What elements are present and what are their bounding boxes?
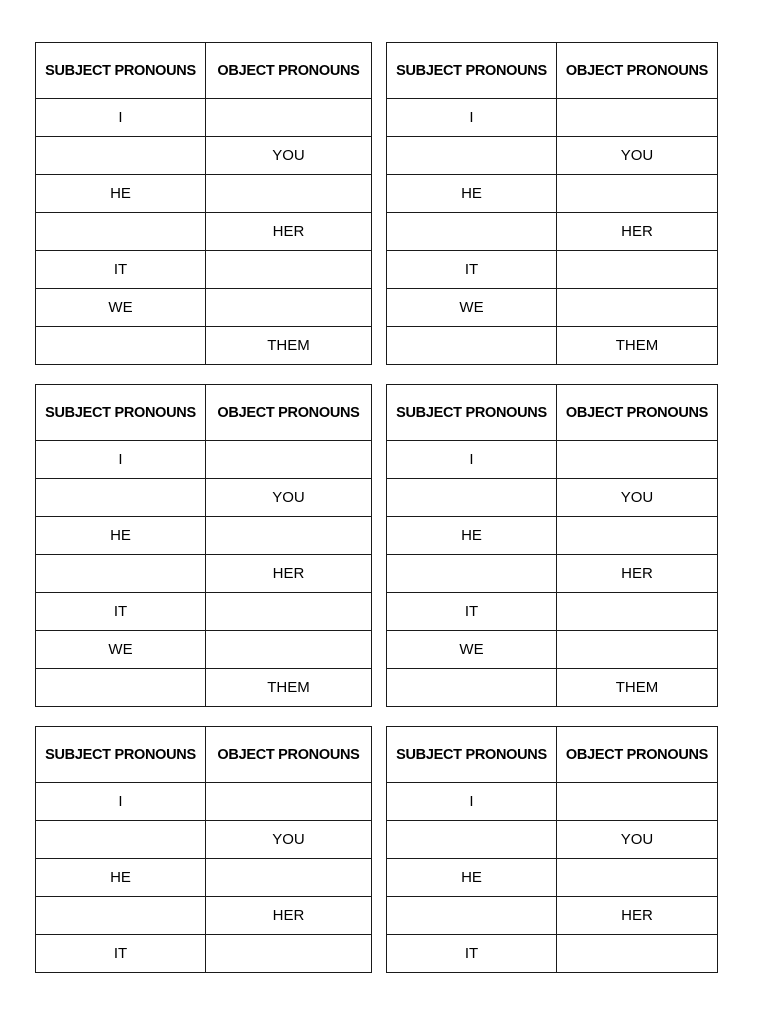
subject-cell[interactable]: HE xyxy=(387,517,557,555)
table-row xyxy=(36,555,372,593)
table-row xyxy=(387,593,718,631)
object-cell[interactable]: HER xyxy=(206,213,372,251)
table-row xyxy=(387,517,718,555)
object-cell[interactable] xyxy=(206,441,372,479)
table-row xyxy=(387,935,718,973)
object-cell[interactable]: YOU xyxy=(206,137,372,175)
table-header-row xyxy=(36,727,372,783)
table-row xyxy=(387,441,718,479)
subject-cell[interactable]: IT xyxy=(36,935,206,973)
object-cell[interactable]: YOU xyxy=(557,479,718,517)
table-row xyxy=(387,897,718,935)
object-cell[interactable]: YOU xyxy=(206,479,372,517)
subject-pronouns-header: SUBJECT PRONOUNS xyxy=(387,385,557,441)
object-cell[interactable]: YOU xyxy=(557,137,718,175)
table-row xyxy=(387,821,718,859)
subject-pronouns-header: SUBJECT PRONOUNS xyxy=(36,727,206,783)
object-pronouns-header: OBJECT PRONOUNS xyxy=(557,727,718,783)
object-cell[interactable] xyxy=(206,289,372,327)
subject-cell[interactable]: I xyxy=(36,99,206,137)
table-row xyxy=(387,289,718,327)
table-row xyxy=(387,479,718,517)
table-row xyxy=(36,479,372,517)
table-header-row xyxy=(387,43,718,99)
subject-cell[interactable] xyxy=(387,555,557,593)
pronoun-table xyxy=(35,42,372,365)
object-cell[interactable] xyxy=(206,99,372,137)
object-cell[interactable]: HER xyxy=(557,897,718,935)
table-row xyxy=(36,137,372,175)
subject-cell[interactable]: WE xyxy=(387,631,557,669)
subject-cell[interactable]: IT xyxy=(387,593,557,631)
table-row xyxy=(387,327,718,365)
subject-cell[interactable]: HE xyxy=(387,175,557,213)
table-row xyxy=(36,517,372,555)
subject-cell[interactable]: I xyxy=(387,99,557,137)
table-row xyxy=(36,327,372,365)
object-cell[interactable]: HER xyxy=(557,213,718,251)
subject-cell[interactable]: IT xyxy=(36,593,206,631)
table-row xyxy=(387,213,718,251)
subject-cell[interactable]: I xyxy=(387,783,557,821)
table-row xyxy=(387,175,718,213)
pronoun-table xyxy=(386,42,718,365)
object-cell[interactable] xyxy=(206,859,372,897)
subject-cell[interactable]: I xyxy=(36,783,206,821)
table-row xyxy=(36,251,372,289)
table-row xyxy=(36,593,372,631)
object-cell[interactable] xyxy=(206,935,372,973)
table-header-row xyxy=(36,385,372,441)
table-row xyxy=(387,669,718,707)
object-cell[interactable] xyxy=(206,593,372,631)
table-header-row xyxy=(387,727,718,783)
subject-cell[interactable]: I xyxy=(387,441,557,479)
object-cell[interactable] xyxy=(557,517,718,555)
table-row xyxy=(387,555,718,593)
subject-cell[interactable]: IT xyxy=(387,251,557,289)
subject-cell[interactable] xyxy=(36,327,206,365)
table-row xyxy=(387,859,718,897)
table-header-row xyxy=(36,43,372,99)
table-row xyxy=(387,783,718,821)
object-cell[interactable] xyxy=(557,441,718,479)
subject-cell[interactable]: HE xyxy=(36,175,206,213)
object-cell[interactable] xyxy=(206,631,372,669)
pronoun-table xyxy=(35,384,372,707)
subject-cell[interactable]: HE xyxy=(36,859,206,897)
object-cell[interactable]: HER xyxy=(206,897,372,935)
subject-cell[interactable]: IT xyxy=(36,251,206,289)
object-pronouns-header: OBJECT PRONOUNS xyxy=(206,385,372,441)
object-cell[interactable]: THEM xyxy=(557,669,718,707)
object-cell[interactable]: THEM xyxy=(557,327,718,365)
subject-cell[interactable] xyxy=(36,897,206,935)
object-cell[interactable]: HER xyxy=(557,555,718,593)
subject-cell[interactable]: IT xyxy=(387,935,557,973)
table-row xyxy=(36,783,372,821)
object-cell[interactable] xyxy=(557,783,718,821)
pronoun-table xyxy=(35,726,372,973)
object-pronouns-header: OBJECT PRONOUNS xyxy=(557,43,718,99)
subject-cell[interactable] xyxy=(36,669,206,707)
object-cell[interactable]: YOU xyxy=(557,821,718,859)
subject-cell[interactable] xyxy=(387,137,557,175)
object-cell[interactable] xyxy=(557,631,718,669)
object-cell[interactable] xyxy=(557,99,718,137)
object-cell[interactable] xyxy=(206,783,372,821)
object-pronouns-header: OBJECT PRONOUNS xyxy=(206,727,372,783)
table-row xyxy=(36,213,372,251)
object-cell[interactable]: YOU xyxy=(206,821,372,859)
subject-cell[interactable] xyxy=(387,821,557,859)
subject-cell[interactable] xyxy=(36,137,206,175)
table-row xyxy=(36,289,372,327)
table-row xyxy=(36,669,372,707)
table-row xyxy=(36,935,372,973)
table-row xyxy=(387,137,718,175)
table-header-row xyxy=(387,385,718,441)
subject-cell[interactable] xyxy=(36,555,206,593)
subject-cell[interactable]: I xyxy=(36,441,206,479)
object-cell[interactable] xyxy=(206,517,372,555)
table-row xyxy=(387,631,718,669)
table-row xyxy=(36,897,372,935)
object-cell[interactable] xyxy=(206,251,372,289)
subject-cell[interactable]: HE xyxy=(387,859,557,897)
object-cell[interactable]: HER xyxy=(206,555,372,593)
subject-cell[interactable]: WE xyxy=(36,289,206,327)
table-row xyxy=(36,631,372,669)
table-row xyxy=(387,251,718,289)
subject-cell[interactable] xyxy=(387,213,557,251)
object-pronouns-header: OBJECT PRONOUNS xyxy=(557,385,718,441)
subject-cell[interactable] xyxy=(36,821,206,859)
table-row xyxy=(36,821,372,859)
object-cell[interactable] xyxy=(557,251,718,289)
subject-cell[interactable] xyxy=(387,327,557,365)
table-row xyxy=(36,175,372,213)
object-cell[interactable]: THEM xyxy=(206,669,372,707)
subject-cell[interactable]: WE xyxy=(36,631,206,669)
subject-cell[interactable] xyxy=(387,669,557,707)
object-cell[interactable] xyxy=(557,859,718,897)
object-pronouns-header: OBJECT PRONOUNS xyxy=(206,43,372,99)
table-row xyxy=(36,859,372,897)
subject-cell[interactable] xyxy=(36,479,206,517)
table-row xyxy=(387,99,718,137)
subject-pronouns-header: SUBJECT PRONOUNS xyxy=(36,43,206,99)
subject-cell[interactable] xyxy=(387,897,557,935)
pronoun-table xyxy=(386,726,718,973)
pronoun-table xyxy=(386,384,718,707)
object-cell[interactable] xyxy=(557,289,718,327)
object-cell[interactable] xyxy=(206,175,372,213)
subject-cell[interactable] xyxy=(36,213,206,251)
subject-cell[interactable]: HE xyxy=(36,517,206,555)
subject-pronouns-header: SUBJECT PRONOUNS xyxy=(36,385,206,441)
object-cell[interactable]: THEM xyxy=(206,327,372,365)
object-cell[interactable] xyxy=(557,175,718,213)
table-row xyxy=(36,441,372,479)
subject-pronouns-header: SUBJECT PRONOUNS xyxy=(387,43,557,99)
subject-cell[interactable]: WE xyxy=(387,289,557,327)
object-cell[interactable] xyxy=(557,935,718,973)
subject-pronouns-header: SUBJECT PRONOUNS xyxy=(387,727,557,783)
subject-cell[interactable] xyxy=(387,479,557,517)
table-row xyxy=(36,99,372,137)
object-cell[interactable] xyxy=(557,593,718,631)
